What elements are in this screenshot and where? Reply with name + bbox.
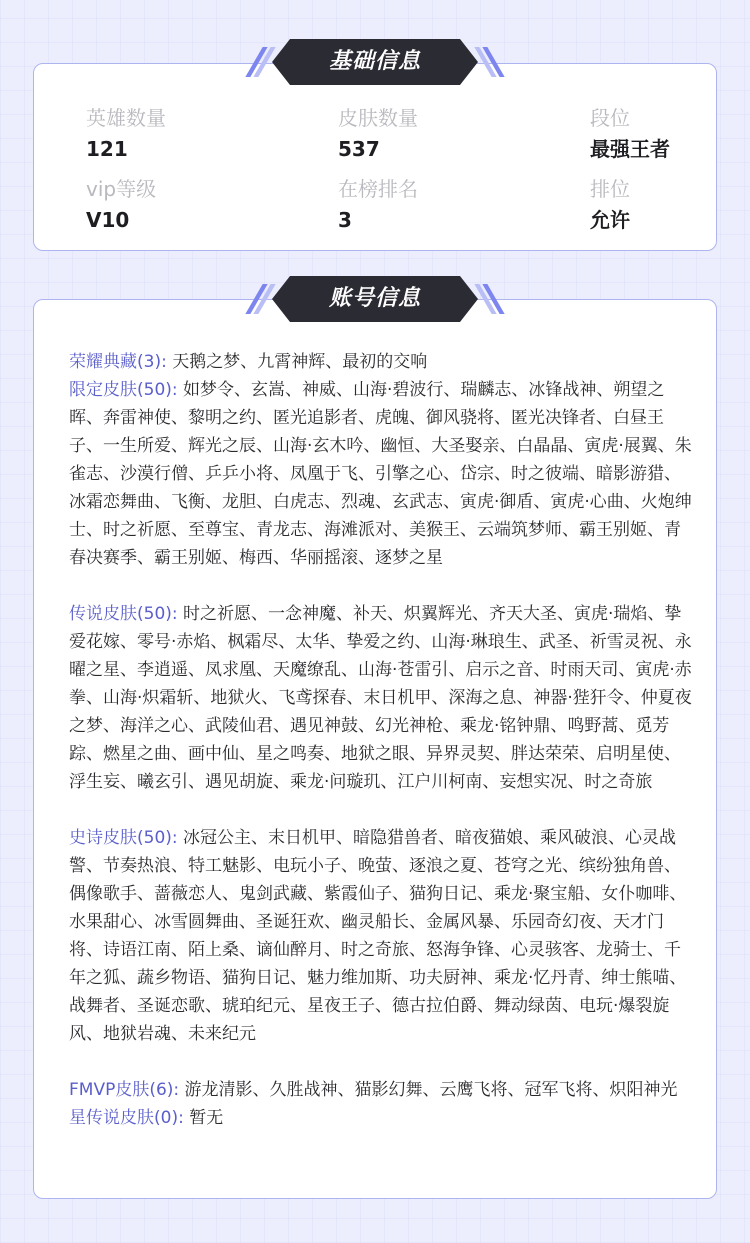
category-label: FMVP皮肤(6): — [69, 1080, 180, 1100]
category-label: 星传说皮肤(0): — [69, 1108, 184, 1128]
stat-value: 121 — [86, 137, 128, 161]
stat-value: 允许 — [590, 208, 630, 232]
stat-label: 皮肤数量 — [338, 106, 418, 130]
stat-label: 在榜排名 — [338, 177, 418, 201]
spacer — [69, 1048, 694, 1076]
stripe-decoration — [480, 284, 496, 314]
stat-ranked-play — [590, 177, 630, 232]
stat-label: 排位 — [590, 177, 630, 201]
basic-info-card — [33, 63, 717, 251]
account-info-card — [33, 299, 717, 1199]
stat-leaderboard-rank — [338, 177, 418, 232]
stat-skin-count — [338, 106, 418, 161]
skin-category-fmvp — [69, 1076, 694, 1104]
stat-label: 英雄数量 — [86, 106, 166, 130]
stat-vip-level — [86, 177, 156, 232]
basic-info-title — [250, 39, 500, 85]
category-items: 冰冠公主、末日机甲、暗隐猎兽者、暗夜猫娘、乘风破浪、心灵战警、节奏热浪、特工魅影、电玩小子、晚萤、逐浪之夏、苍穹之光、缤纷独角兽、偶像歌手、蔷薇恋人、鬼剑武藏、紫霞仙子、猫狗日记、乘龙·聚宝船、女仆咖啡、水果甜心、冰雪圆舞曲、圣诞狂欢、幽灵船长、金属风暴、乐园奇幻夜、天才门将、诗语江南、陌上桑、谪仙醉月、时之奇旅、怒海争锋、心灵骇客、龙骑士、千年之狐、蔬乡物语、猫狗日记、魅力维加斯、功夫厨神、乘龙·忆丹青、绅士熊喵、战舞者、圣诞恋歌、琥珀纪元、星夜王子、德古拉伯爵、舞动绿茵、电玩·爆裂旋风、地狱岩魂、未来纪元 — [69, 828, 687, 1044]
category-label: 荣耀典藏(3): — [69, 352, 167, 372]
stat-value: 最强王者 — [590, 137, 670, 161]
stat-hero-count — [86, 106, 166, 161]
category-label: 传说皮肤(50): — [69, 604, 178, 624]
category-items: 天鹅之梦、九霄神辉、最初的交响 — [172, 352, 428, 372]
account-info-title — [250, 276, 500, 322]
stripe-decoration — [480, 47, 496, 77]
stat-value: 3 — [338, 208, 352, 232]
skin-category-epic — [69, 824, 694, 1048]
spacer — [69, 572, 694, 600]
category-items: 时之祈愿、一念神魔、补天、炽翼辉光、齐天大圣、寅虎·瑞焰、挚爱花嫁、零号·赤焰、枫霜尽、太华、挚爱之约、山海·琳琅生、武圣、祈雪灵祝、永曜之星、李逍遥、凤求凰、天魔缭乱、山海·苍雷引、启示之音、时雨天司、寅虎·赤拳、山海·炽霜斩、地狱火、飞鸢探春、末日机甲、深海之息、神器·狴犴令、仲夏夜之梦、海洋之心、武陵仙君、遇见神鼓、幻光神枪、乘龙·铭钟鼎、鸣野蒿、觅芳踪、燃星之曲、画中仙、星之鸣奏、地狱之眼、异界灵契、胖达荣荣、启明星使、浮生妄、曦玄引、遇见胡旋、乘龙·问璇玑、江户川柯南、妄想实况、时之奇旅 — [69, 604, 692, 792]
stat-rank-tier — [590, 106, 670, 161]
skin-category-legendary — [69, 600, 694, 796]
skin-category-collection — [69, 348, 694, 376]
stat-label: vip等级 — [86, 177, 157, 201]
stat-label: 段位 — [590, 106, 630, 130]
category-items: 游龙清影、久胜战神、猫影幻舞、云鹰飞将、冠军飞将、炽阳神光 — [184, 1080, 678, 1100]
category-items: 如梦令、玄嵩、神威、山海·碧波行、瑞麟志、冰锋战神、朔望之晖、奔雷神使、黎明之约、匿光追影者、虎魄、御风骁将、匿光决锋者、白昼王子、一生所爱、辉光之辰、山海·玄木吟、幽恒、大圣娶亲、白晶晶、寅虎·展翼、朱雀志、沙漠行僧、乒乒小将、凤凰于飞、引擎之心、岱宗、时之彼端、暗影游猎、冰霜恋舞曲、飞衡、龙胆、白虎志、烈魂、玄武志、寅虎·御盾、寅虎·心曲、火炮绅士、时之祈愿、至尊宝、青龙志、海滩派对、美猴王、云端筑梦师、霸王别姬、青春决赛季、霸王别姬、梅西、华丽摇滚、逐梦之星 — [69, 380, 692, 568]
stripe-decoration — [254, 284, 270, 314]
stat-value: V10 — [86, 208, 130, 232]
skin-category-limited — [69, 376, 694, 572]
spacer — [69, 796, 694, 824]
section-title-text: 基础信息 — [328, 49, 421, 74]
category-label: 限定皮肤(50): — [69, 380, 178, 400]
section-title-text: 账号信息 — [328, 286, 421, 311]
stripe-decoration — [254, 47, 270, 77]
skin-category-star-legend — [69, 1104, 694, 1132]
category-label: 史诗皮肤(50): — [69, 828, 178, 848]
stat-value: 537 — [338, 137, 380, 161]
skin-list — [69, 348, 694, 1132]
category-items: 暂无 — [189, 1108, 224, 1128]
